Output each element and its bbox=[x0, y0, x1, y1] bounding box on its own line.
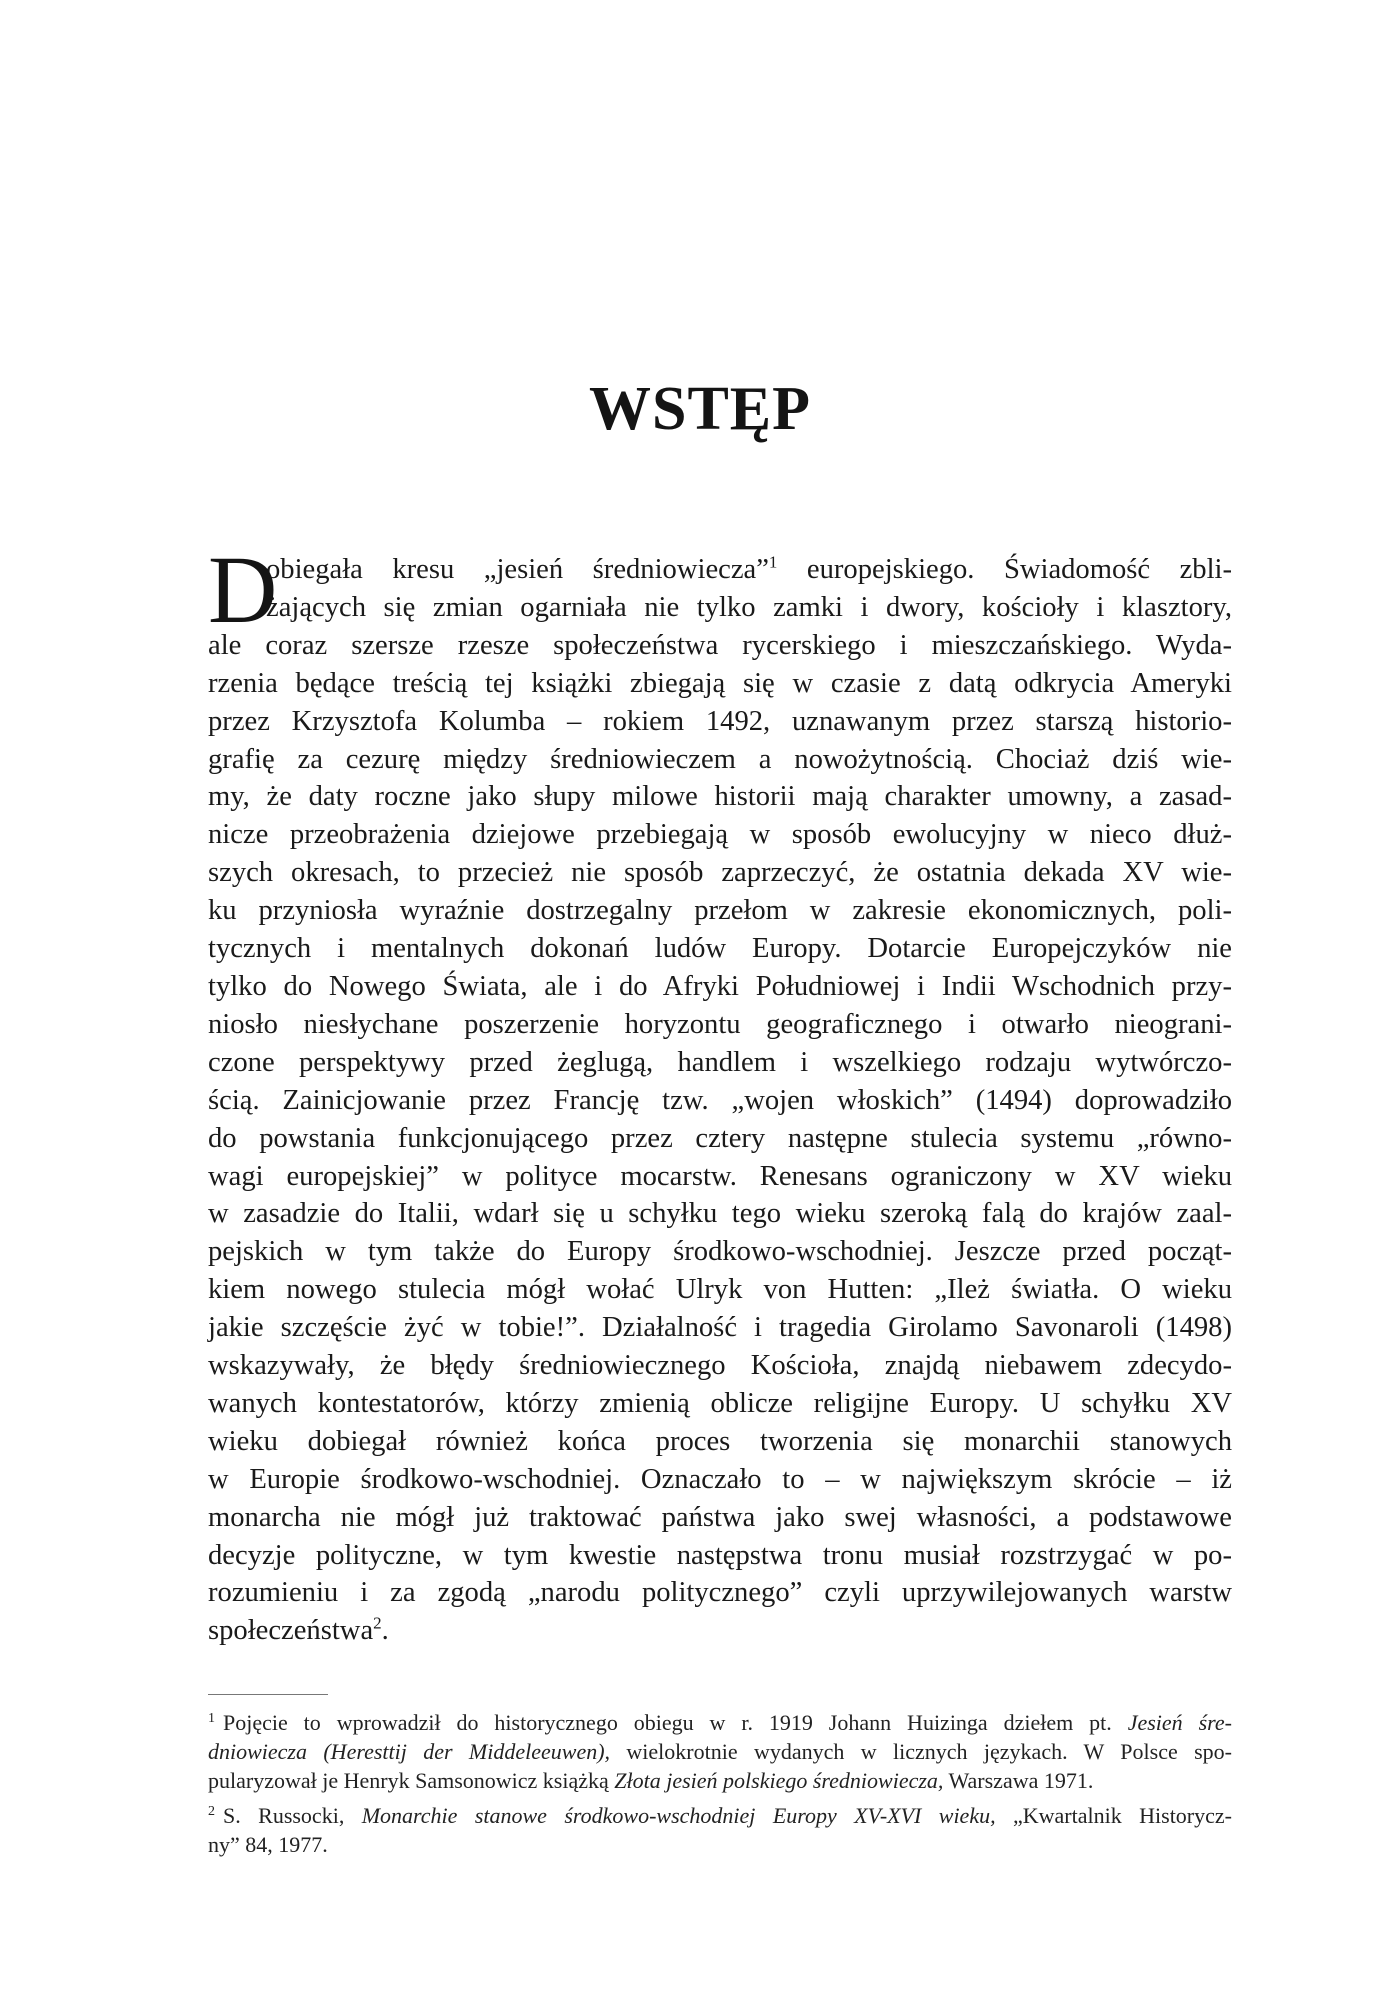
body-line-text: ścią. Zainicjowanie przez Francję tzw. „wojen włoskich” (1494) doprowadziło bbox=[208, 1084, 1232, 1116]
footnote bbox=[208, 1801, 1232, 1859]
footnote-number: 2 bbox=[208, 1803, 215, 1819]
body-line bbox=[208, 1120, 1232, 1158]
body-line bbox=[208, 665, 1232, 703]
body-line-text: w Europie środkowo-wschodniej. Oznaczało to – w największym skrócie – iż bbox=[208, 1463, 1232, 1495]
footnote-line bbox=[208, 1737, 1232, 1766]
footnote-text: Warszawa 1971. bbox=[943, 1768, 1094, 1793]
body-line bbox=[208, 1612, 1232, 1650]
footnote-text: pularyzował je Henryk Samsonowicz książką bbox=[208, 1768, 615, 1793]
footnote-line bbox=[208, 1766, 1232, 1795]
body-line-text: wskazywały, że błędy średniowiecznego Kościoła, znajdą niebawem zdecydo- bbox=[208, 1350, 1232, 1382]
body-line-text: rzenia będące treścią tej książki zbiegają się w czasie z datą odkrycia Ameryki bbox=[208, 667, 1232, 699]
body-line bbox=[208, 816, 1232, 854]
body-line-text: tycznych i mentalnych dokonań ludów Europy. Dotarcie Europejczyków nie bbox=[208, 933, 1232, 965]
body-line bbox=[208, 1574, 1232, 1612]
body-line-text: ku przyniosła wyraźnie dostrzegalny przełom w zakresie ekonomicznych, poli- bbox=[208, 895, 1232, 927]
body-line-text: pejskich w tym także do Europy środkowo-wschodniej. Jeszcze przed począt- bbox=[208, 1236, 1232, 1268]
body-line bbox=[208, 1499, 1232, 1537]
body-line-text: żających się zmian ogarniała nie tylko zamki i dwory, kościoły i klasztory, bbox=[266, 591, 1232, 623]
footnote-line bbox=[208, 1830, 1232, 1859]
body-line bbox=[208, 1044, 1232, 1082]
footnote-title-italic: Monarchie stanowe środkowo-wschodniej Europy XV-XVI wieku, bbox=[361, 1803, 996, 1828]
body-line bbox=[208, 703, 1232, 741]
footnote-text: S. Russocki, bbox=[223, 1803, 362, 1828]
body-line bbox=[208, 892, 1232, 930]
body-line bbox=[208, 1006, 1232, 1044]
body-line-text: decyzje polityczne, w tym kwestie następstwa tronu musiał rozstrzygać w po- bbox=[208, 1539, 1232, 1571]
body-line bbox=[208, 589, 1232, 627]
body-line bbox=[208, 1537, 1232, 1575]
drop-cap: D bbox=[208, 536, 278, 643]
body-line bbox=[208, 741, 1232, 779]
body-line bbox=[208, 1195, 1232, 1233]
body-line-text: niosło niesłychane poszerzenie horyzontu geograficznego i otwarło nieograni- bbox=[208, 1008, 1232, 1040]
body-line bbox=[208, 627, 1232, 665]
footnote-separator bbox=[208, 1694, 328, 1695]
body-line-text: wanych kontestatorów, którzy zmienią oblicze religijne Europy. U schyłku XV bbox=[208, 1387, 1232, 1419]
body-line-text: my, że daty roczne jako słupy milowe historii mają charakter umowny, a zasad- bbox=[208, 781, 1232, 813]
body-line bbox=[208, 1385, 1232, 1423]
body-line bbox=[208, 778, 1232, 816]
body-line-text: szych okresach, to przecież nie sposób zaprzeczyć, że ostatnia dekada XV wie- bbox=[208, 857, 1232, 889]
footnotes bbox=[208, 1708, 1232, 1865]
footnote-line bbox=[208, 1801, 1232, 1830]
body-line bbox=[208, 968, 1232, 1006]
body-line-text: w zasadzie do Italii, wdarł się u schyłku tego wieku szeroką falą do krajów zaal- bbox=[208, 1198, 1232, 1230]
body-line-text: przez Krzysztofa Kolumba – rokiem 1492, uznawanym przez starszą historio- bbox=[208, 705, 1232, 737]
body-line-text: tylko do Nowego Świata, ale i do Afryki Południowej i Indii Wschodnich przy- bbox=[208, 970, 1232, 1002]
footnote-text: „Kwartalnik Historycz- bbox=[995, 1803, 1232, 1828]
body-line-text: ale coraz szersze rzesze społeczeństwa rycerskiego i mieszczańskiego. Wyda- bbox=[208, 629, 1232, 661]
body-line-text: monarcha nie mógł już traktować państwa jako swej własności, a podstawowe bbox=[208, 1501, 1232, 1533]
body-line-text: wieku dobiegał również końca proces tworzenia się monarchii stanowych bbox=[208, 1425, 1232, 1457]
body-line bbox=[208, 1347, 1232, 1385]
body-line-text: europejskiego. Świadomość zbli- bbox=[777, 554, 1232, 585]
body-line bbox=[208, 930, 1232, 968]
body-line-text: obiegała kresu „jesień średniowiecza” bbox=[266, 554, 769, 585]
body-lines bbox=[208, 536, 1232, 1650]
body-line bbox=[208, 1158, 1232, 1196]
body-line-text: rozumieniu i za zgodą „narodu politycznego” czyli uprzywilejowanych warstw bbox=[208, 1577, 1232, 1609]
body-line-text: społeczeństwa bbox=[208, 1615, 374, 1647]
body-line-text: jakie szczęście żyć w tobie!”. Działalność i tragedia Girolamo Savonaroli (1498) bbox=[208, 1312, 1232, 1344]
footnote-number: 1 bbox=[208, 1710, 215, 1726]
body-line-text: . bbox=[381, 1615, 389, 1647]
chapter-title: WSTĘP bbox=[588, 375, 812, 443]
body-line bbox=[208, 854, 1232, 892]
body-line bbox=[208, 1309, 1232, 1347]
body-line-text: czone perspektywy przed żeglugą, handlem i wszelkiego rodzaju wytwórczo- bbox=[208, 1046, 1232, 1078]
body-line bbox=[208, 1271, 1232, 1309]
footnote-title-italic: dniowiecza (Heresttij der Middeleeuwen), bbox=[208, 1739, 611, 1764]
body-line-text: nicze przeobrażenia dziejowe przebiegają w sposób ewolucyjny w nieco dłuż- bbox=[208, 819, 1232, 851]
body-line bbox=[208, 1082, 1232, 1120]
body-line-text: grafię za cezurę między średniowieczem a nowożytnością. Chociaż dziś wie- bbox=[208, 743, 1232, 775]
body-line bbox=[208, 1461, 1232, 1499]
body-line-text: wagi europejskiej” w polityce mocarstw. Renesans ograniczony w XV wieku bbox=[208, 1160, 1232, 1192]
footnote-line bbox=[208, 1708, 1232, 1737]
footnote-title-italic: Jesień śre- bbox=[1127, 1710, 1232, 1735]
footnote-title-italic: Złota jesień polskiego średniowiecza, bbox=[614, 1768, 944, 1793]
body-line bbox=[208, 1423, 1232, 1461]
body-text bbox=[208, 536, 1232, 1650]
footnote-reference[interactable]: 2 bbox=[373, 1613, 382, 1633]
footnote-text: ny” 84, 1977. bbox=[208, 1832, 328, 1857]
body-line bbox=[208, 1233, 1232, 1271]
footnote-reference[interactable]: 1 bbox=[768, 552, 778, 572]
body-line-text: do powstania funkcjonującego przez cztery następne stulecia systemu „równo- bbox=[208, 1122, 1232, 1154]
footnote-text: Pojęcie to wprowadził do historycznego obiegu w r. 1919 Johann Huizinga dziełem pt. bbox=[223, 1710, 1128, 1735]
footnote-text: wielokrotnie wydanych w licznych językach. W Polsce spo- bbox=[610, 1739, 1232, 1764]
footnote bbox=[208, 1708, 1232, 1795]
body-line-text: kiem nowego stulecia mógł wołać Ulryk von Hutten: „Ileż światła. O wieku bbox=[208, 1274, 1232, 1306]
body-line bbox=[208, 551, 1232, 589]
